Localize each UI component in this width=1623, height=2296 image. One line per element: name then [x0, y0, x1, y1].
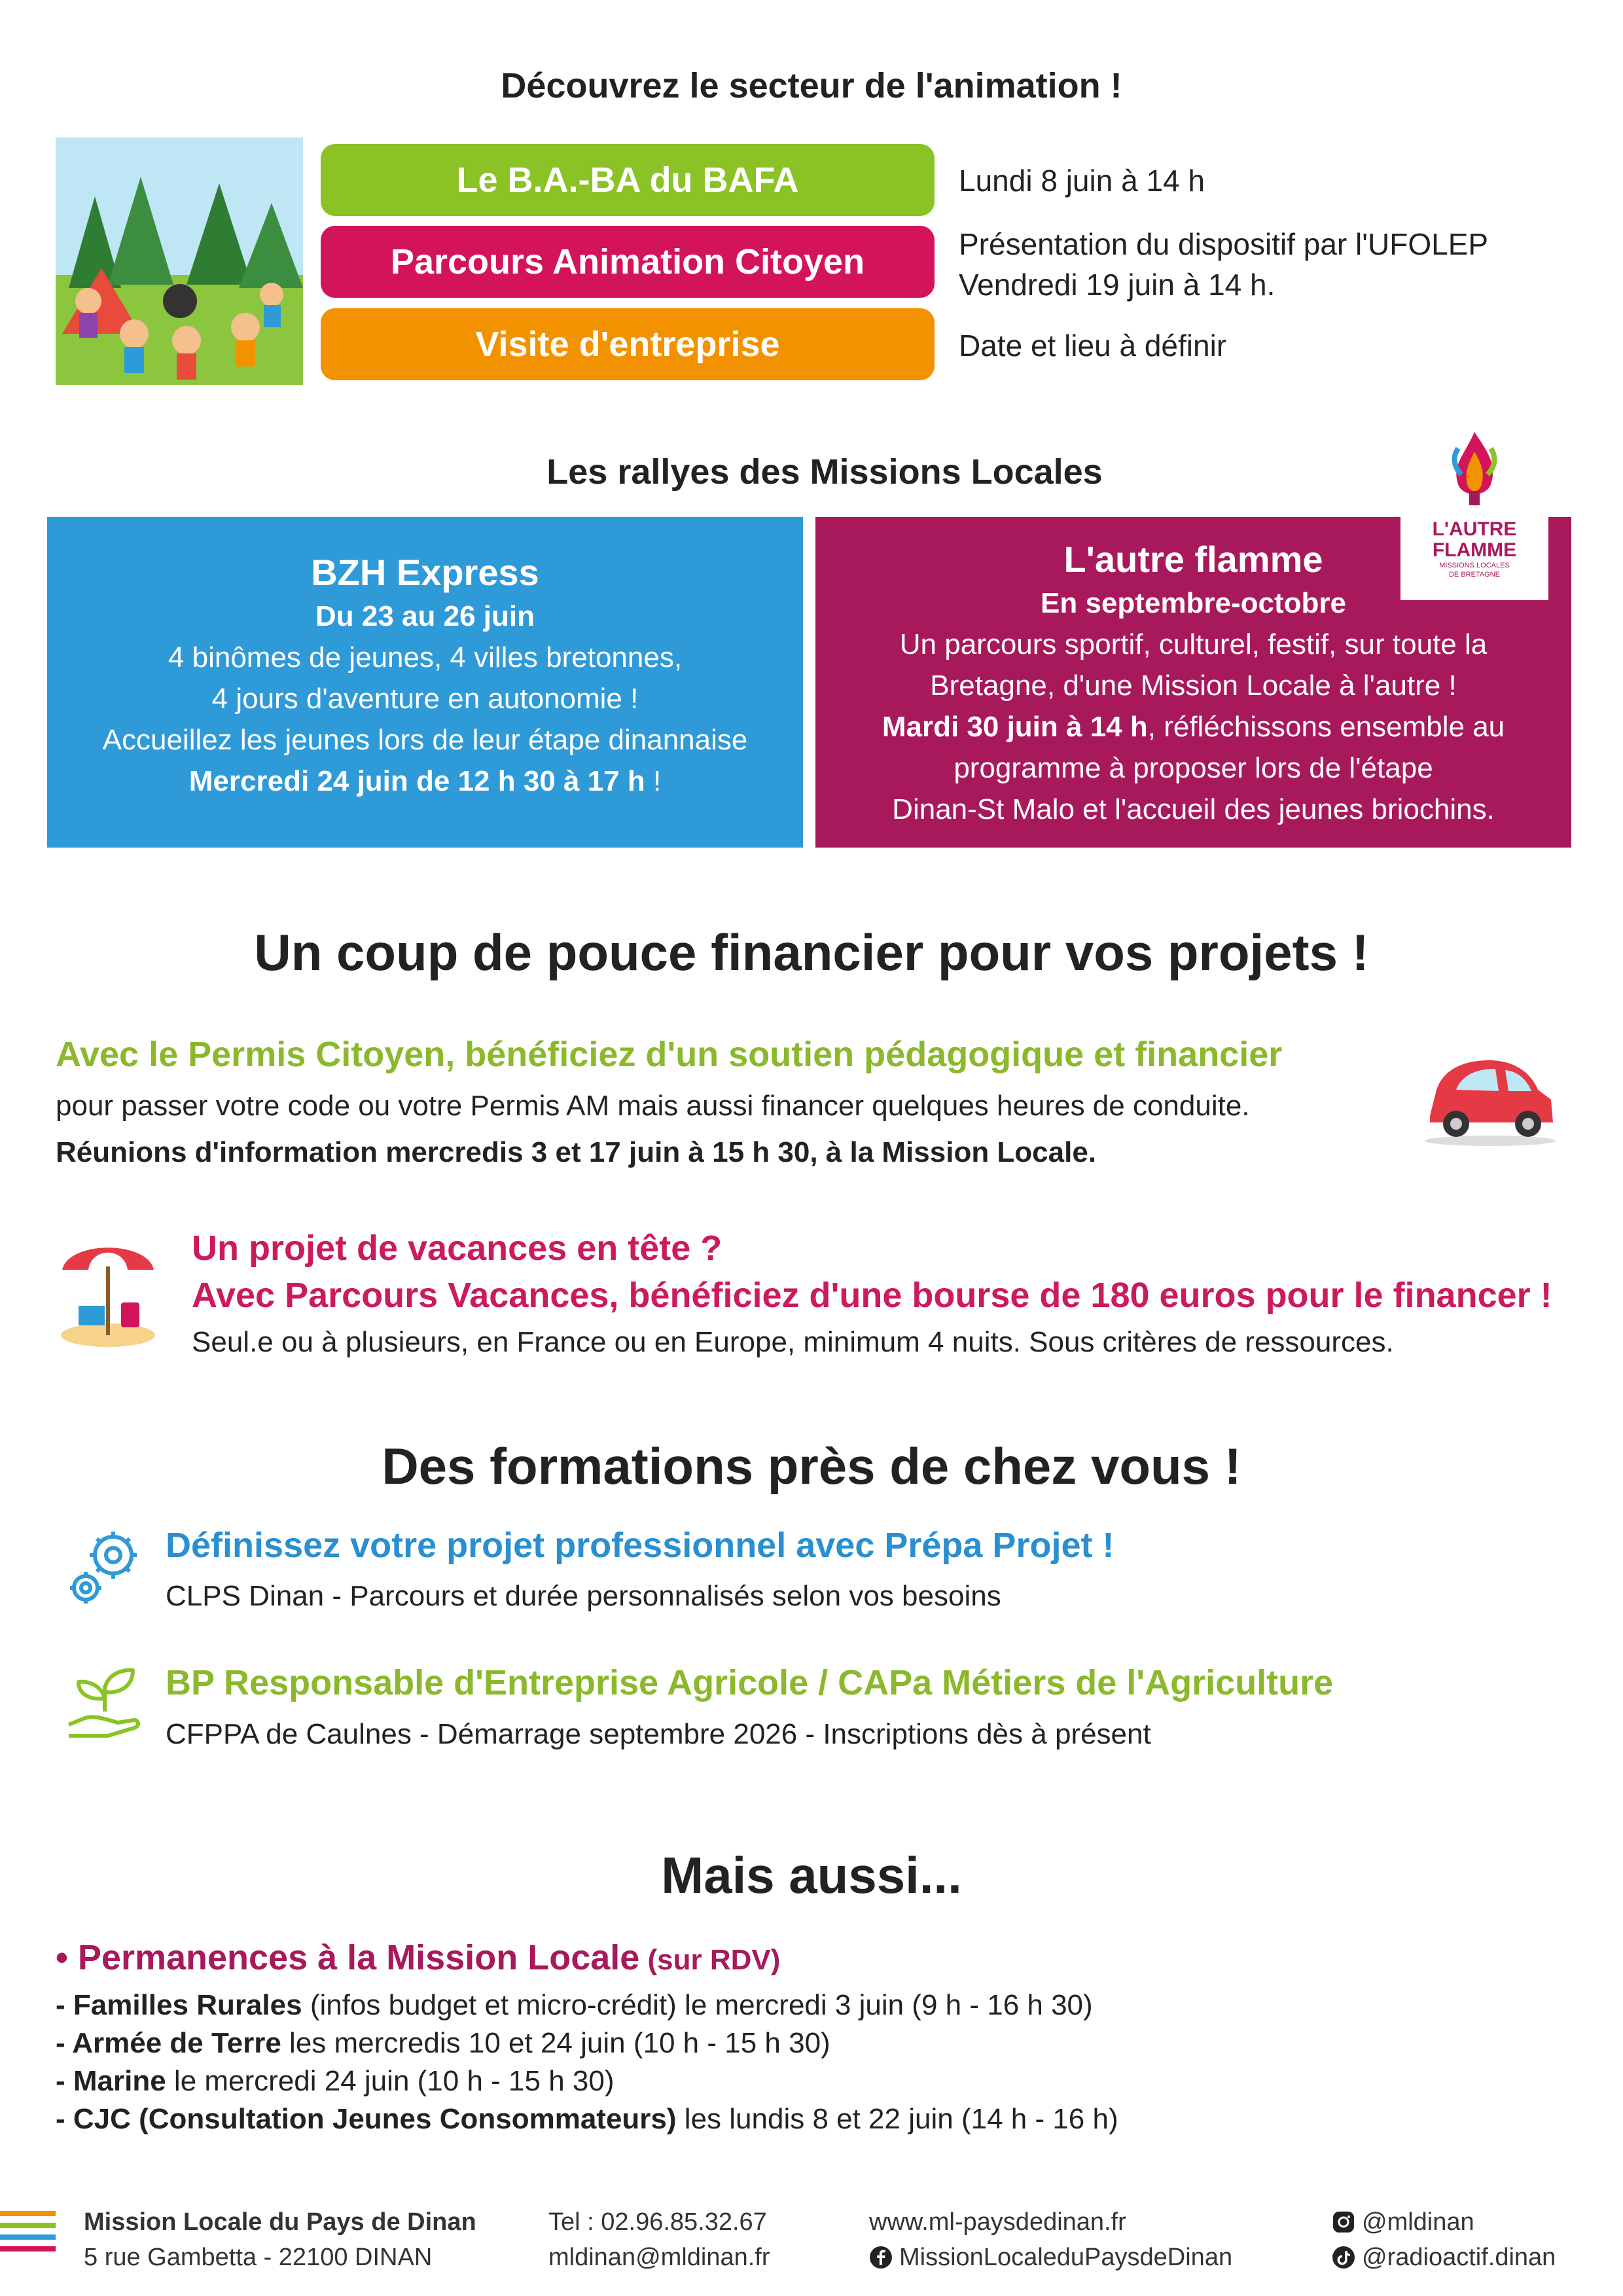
flamme-line5: Dinan-St Malo et l'accueil des jeunes briochins. — [892, 793, 1495, 825]
flame-icon — [1442, 429, 1507, 507]
bafa-date: Lundi 8 juin à 14 h — [959, 164, 1205, 198]
animation-title: Découvrez le secteur de l'animation ! — [501, 66, 1122, 105]
pill-visite-label: Visite d'entreprise — [475, 325, 780, 364]
logo-line4: DE BRETAGNE — [1448, 571, 1501, 579]
logo-line1: L'AUTRE — [1432, 518, 1517, 540]
permis-heading: Avec le Permis Citoyen, bénéficiez d'un soutien pédagogique et financier — [56, 1035, 1283, 1074]
vacances-heading1: Un projet de vacances en tête ? — [192, 1229, 722, 1268]
footer-instagram: @mldinan — [1362, 2208, 1474, 2236]
visite-date: Date et lieu à définir — [959, 329, 1227, 363]
permis-body: pour passer votre code ou votre Permis AM mais aussi financer quelques heures de conduite. — [56, 1090, 1250, 1122]
aussi-title: Mais aussi... — [661, 1846, 962, 1904]
bp-heading: BP Responsable d'Entreprise Agricole / CAPa Métiers de l'Agriculture — [166, 1663, 1334, 1702]
footer-tel[interactable]: Tel : 02.96.85.32.67 — [548, 2208, 767, 2236]
pill-parcours-label: Parcours Animation Citoyen — [390, 242, 865, 281]
logo-line3: MISSIONS LOCALES — [1439, 562, 1510, 569]
bzh-title: BZH Express — [311, 552, 539, 593]
footer-org — [84, 2204, 476, 2275]
footer-contact — [548, 2204, 770, 2275]
beach-umbrella-icon — [59, 1230, 157, 1348]
instagram-icon — [1332, 2210, 1355, 2234]
logo-stripes — [0, 2211, 56, 2263]
perm-item-bold: - Marine — [56, 2065, 166, 2097]
flamme-line3-bold: Mardi 30 juin à 14 h — [882, 711, 1148, 743]
vacances-body: Seul.e ou à plusieurs, en France ou en Europe, minimum 4 nuits. Sous critères de ressources. — [192, 1326, 1394, 1358]
list-item — [56, 2062, 1118, 2100]
list-item — [56, 2024, 1118, 2062]
prepa-heading: Définissez votre projet professionnel avec Prépa Projet ! — [166, 1526, 1115, 1565]
logo-line2: FLAMME — [1432, 539, 1517, 561]
parcours-info-line1: Présentation du dispositif par l'UFOLEP — [959, 227, 1489, 261]
prepa-body: CLPS Dinan - Parcours et durée personnalisés selon vos besoins — [166, 1580, 1001, 1612]
org-name: Mission Locale du Pays de Dinan — [84, 2208, 476, 2236]
perm-item-rest: le mercredi 24 juin (10 h - 15 h 30) — [166, 2065, 615, 2097]
gears-icon — [62, 1524, 147, 1609]
permanences-sub: (sur RDV) — [639, 1944, 781, 1976]
flamme-line3 — [815, 706, 1571, 747]
car-icon — [1417, 1050, 1564, 1149]
bzh-line1: 4 binômes de jeunes, 4 villes bretonnes, — [168, 641, 683, 673]
pill-bafa — [321, 144, 935, 216]
footer-tiktok-row[interactable] — [1332, 2240, 1556, 2275]
pill-visite — [321, 308, 935, 380]
footer-facebook-row[interactable] — [869, 2240, 1232, 2275]
footer-social — [1332, 2204, 1556, 2275]
formations-title: Des formations près de chez vous ! — [382, 1437, 1241, 1495]
footer-instagram-row[interactable] — [1332, 2204, 1556, 2240]
permanences-list — [56, 1986, 1118, 2138]
parcours-info — [959, 224, 1488, 305]
flamme-line3-rest: , réfléchissons ensemble au — [1147, 711, 1505, 743]
org-address: 5 rue Gambetta - 22100 DINAN — [84, 2244, 433, 2271]
perm-item-bold: - Familles Rurales — [56, 1989, 302, 2021]
list-item — [56, 1986, 1118, 2024]
pill-parcours-animation — [321, 226, 935, 298]
facebook-icon — [869, 2246, 893, 2269]
footer-facebook: MissionLocaleduPaysdeDinan — [899, 2244, 1233, 2271]
flamme-line2: Bretagne, d'une Mission Locale à l'autre ! — [930, 670, 1457, 702]
permis-reunions: Réunions d'information mercredis 3 et 17 juin à 15 h 30, à la Mission Locale. — [56, 1136, 1097, 1168]
footer-tiktok: @radioactif.dinan — [1362, 2244, 1556, 2271]
bp-body: CFPPA de Caulnes - Démarrage septembre 2026 - Inscriptions dès à présent — [166, 1718, 1151, 1750]
visite-info — [959, 325, 1226, 366]
footer-web — [869, 2204, 1232, 2275]
perm-item-bold: - Armée de Terre — [56, 2027, 281, 2059]
perm-item-rest: les lundis 8 et 22 juin (14 h - 16 h) — [676, 2103, 1118, 2135]
bzh-line4-bold: Mercredi 24 juin de 12 h 30 à 17 h — [188, 765, 645, 797]
flamme-line1: Un parcours sportif, culturel, festif, sur toute la — [899, 628, 1488, 660]
pill-bafa-label: Le B.A.-BA du BAFA — [456, 160, 799, 200]
permanences-heading — [56, 1937, 780, 1978]
rallyes-title: Les rallyes des Missions Locales — [546, 452, 1103, 492]
tiktok-icon — [1332, 2246, 1355, 2269]
list-item — [56, 2100, 1118, 2138]
flamme-title: L'autre flamme — [1063, 539, 1323, 580]
perm-item-rest: les mercredis 10 et 24 juin (10 h - 15 h 30) — [281, 2027, 830, 2059]
footer-website[interactable]: www.ml-paysdedinan.fr — [869, 2208, 1126, 2236]
parcours-info-line2: Vendredi 19 juin à 14 h. — [959, 268, 1275, 302]
vacances-heading2: Avec Parcours Vacances, bénéficiez d'une bourse de 180 euros pour le financer ! — [192, 1276, 1552, 1315]
bafa-info — [959, 160, 1205, 201]
bzh-dates: Du 23 au 26 juin — [315, 600, 535, 632]
financier-title: Un coup de pouce financier pour vos projets ! — [254, 924, 1369, 981]
bzh-line2: 4 jours d'aventure en autonomie ! — [211, 683, 639, 715]
autre-flamme-logo — [1400, 429, 1548, 600]
permanences-head: • Permanences à la Mission Locale — [56, 1938, 640, 1977]
footer-email[interactable]: mldinan@mldinan.fr — [548, 2244, 770, 2271]
bzh-express-box — [47, 517, 803, 848]
flamme-line4: programme à proposer lors de l'étape — [954, 752, 1433, 784]
perm-item-rest: (infos budget et micro-crédit) le mercredi 3 juin (9 h - 16 h 30) — [302, 1989, 1093, 2021]
bzh-line4 — [47, 761, 803, 802]
bzh-line3: Accueillez les jeunes lors de leur étape dinannaise — [102, 724, 748, 756]
flamme-dates: En septembre-octobre — [1041, 587, 1346, 619]
bzh-line4-rest: ! — [645, 765, 662, 797]
seedling-hand-icon — [62, 1662, 147, 1748]
perm-item-bold: - CJC (Consultation Jeunes Consommateurs) — [56, 2103, 677, 2135]
kids-camp-illustration — [56, 137, 303, 385]
